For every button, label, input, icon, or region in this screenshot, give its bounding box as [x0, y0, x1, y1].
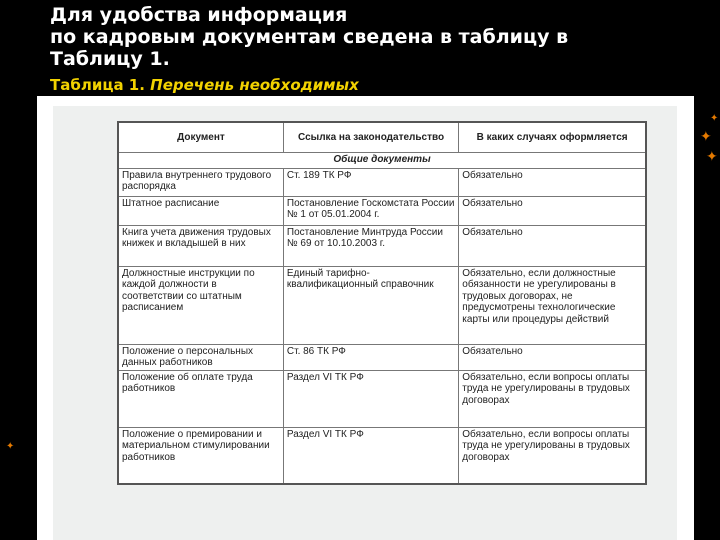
title-line: Таблицу 1.	[50, 48, 170, 70]
table-cell: Раздел VI ТК РФ	[283, 370, 458, 427]
title-line: по кадровым документам сведена в таблицу в	[50, 26, 569, 48]
caption-italic: Перечень необходимых	[144, 76, 359, 94]
table-cell: Положение о премировании и материальном стимулировании работников	[118, 427, 283, 484]
table-cell: Положение о персональных данных работников	[118, 344, 283, 370]
table-cell: Обязательно	[459, 196, 646, 225]
table-row	[118, 225, 646, 266]
table-header-row	[118, 122, 646, 152]
table-cell: Постановление Госкомстата России № 1 от 05.01.2004 г.	[283, 196, 458, 225]
table-cell: Правила внутреннего трудового распорядка	[118, 168, 283, 196]
section-row	[118, 152, 646, 168]
star-icon: ✦	[700, 129, 712, 145]
table-cell: Раздел VI ТК РФ	[283, 427, 458, 484]
table-cell: Обязательно, если вопросы оплаты труда не урегулированы в трудовых договорах	[459, 370, 646, 427]
column-header: В каких случаях оформляется	[459, 122, 646, 152]
table-row	[118, 427, 646, 484]
slide-title	[50, 4, 690, 70]
star-icon: ✦	[6, 441, 15, 452]
table-row	[118, 344, 646, 370]
table-cell: Обязательно	[459, 225, 646, 266]
title-line: Для удобства информация	[50, 4, 348, 26]
table-row	[118, 266, 646, 344]
star-icon: ✦	[710, 113, 719, 124]
column-header: Ссылка на законодательство	[283, 122, 458, 152]
table-cell: Постановление Минтруда России № 69 от 10.10.2003 г.	[283, 225, 458, 266]
caption-prefix: Таблица 1.	[50, 76, 145, 94]
table-cell: Ст. 189 ТК РФ	[283, 168, 458, 196]
table-cell: Обязательно, если должностные обязанности не урегулированы в трудовых договорах, не предусмотрены технологические карты или процедуры действий	[459, 266, 646, 344]
table-caption	[50, 76, 359, 94]
table-row	[118, 168, 646, 196]
table-cell: Ст. 86 ТК РФ	[283, 344, 458, 370]
section-title: Общие документы	[118, 152, 646, 168]
table-cell: Обязательно	[459, 344, 646, 370]
table-cell: Положение об оплате труда работников	[118, 370, 283, 427]
column-header: Документ	[118, 122, 283, 152]
table-row	[118, 196, 646, 225]
documents-table	[117, 121, 647, 485]
table-cell: Книга учета движения трудовых книжек и вкладышей в них	[118, 225, 283, 266]
table-cell: Единый тарифно-квалификационный справочник	[283, 266, 458, 344]
document-scan	[37, 96, 694, 540]
table-cell: Штатное расписание	[118, 196, 283, 225]
table-cell: Должностные инструкции по каждой должности в соответствии со штатным расписанием	[118, 266, 283, 344]
table-cell: Обязательно	[459, 168, 646, 196]
table-row	[118, 370, 646, 427]
star-icon: ✦	[706, 149, 718, 165]
table-cell: Обязательно, если вопросы оплаты труда не урегулированы в трудовых договорах	[459, 427, 646, 484]
